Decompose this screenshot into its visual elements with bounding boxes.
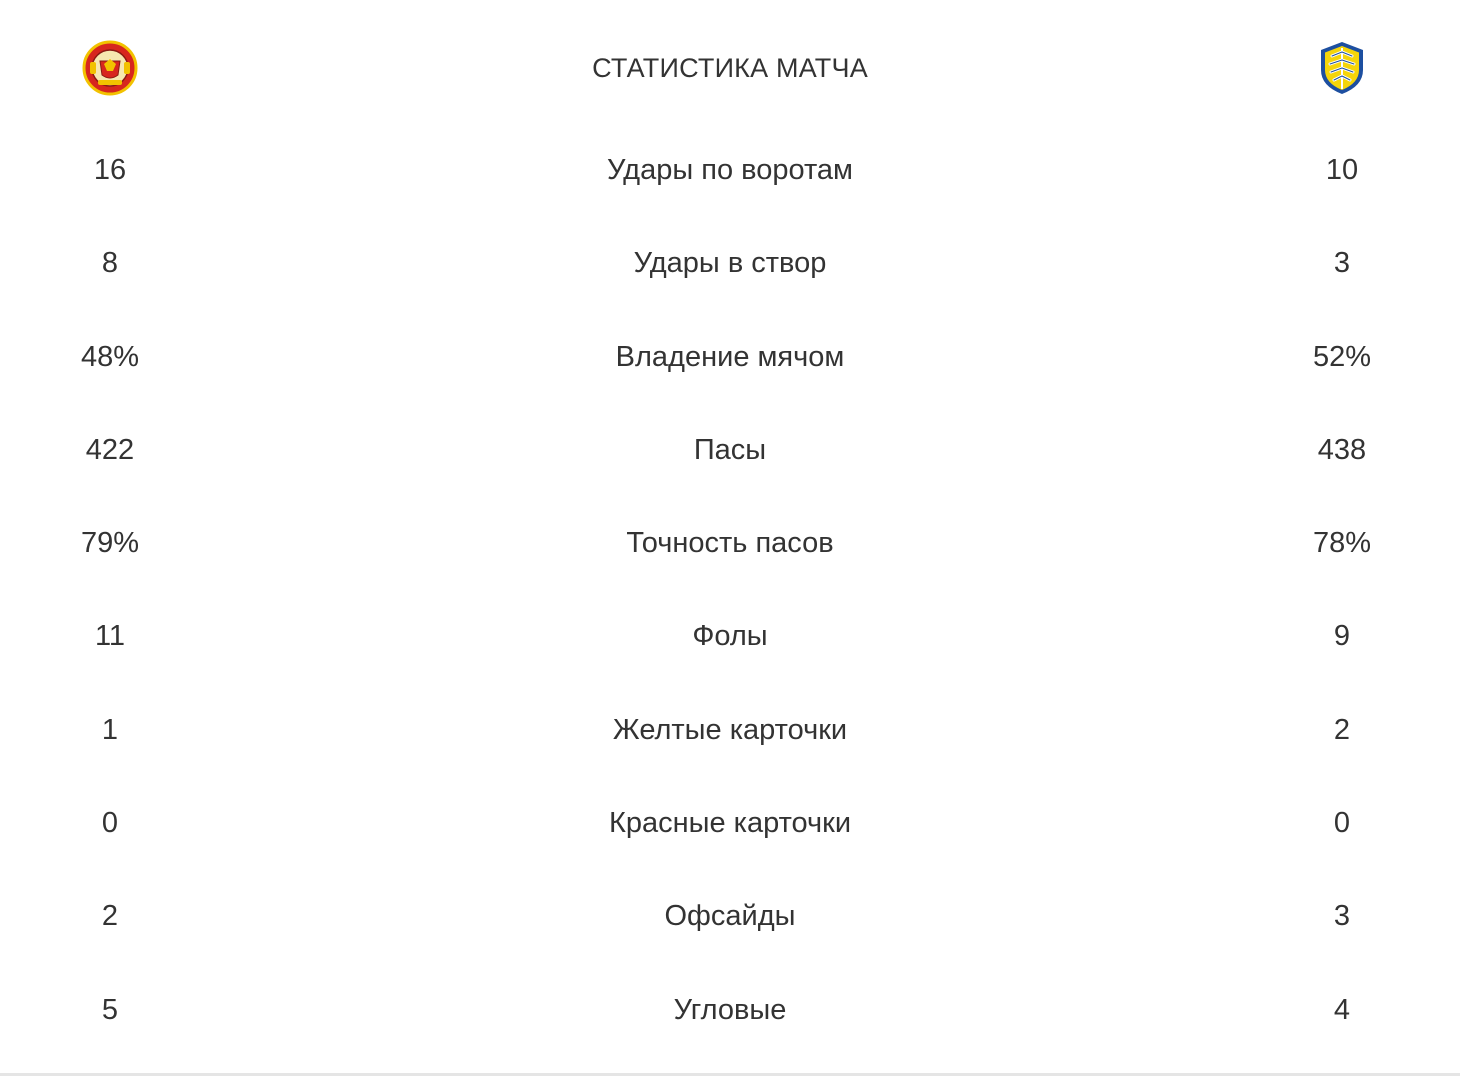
stat-row xyxy=(0,311,1460,404)
stat-label: Угловые xyxy=(673,993,787,1026)
home-stat-value: 11 xyxy=(94,620,126,653)
stat-row xyxy=(0,124,1460,217)
stat-label: Офсайды xyxy=(664,900,796,933)
away-stat-value: 4 xyxy=(1333,993,1351,1026)
home-stat-value: 79% xyxy=(80,527,140,560)
away-stat-value: 3 xyxy=(1333,900,1351,933)
home-stat-value: 2 xyxy=(101,900,119,933)
stat-label: Желтые карточки xyxy=(612,713,848,746)
home-stat-value: 0 xyxy=(101,807,119,840)
manchester-united-crest-icon xyxy=(62,20,158,116)
stat-label: Красные карточки xyxy=(608,807,852,840)
stat-row xyxy=(0,870,1460,963)
stat-row xyxy=(0,590,1460,683)
stats-table xyxy=(0,124,1460,1057)
stat-label: Удары по воротам xyxy=(607,154,853,186)
home-stat-value: 422 xyxy=(85,433,135,466)
away-stat-value: 3 xyxy=(1333,247,1351,280)
match-stats-header xyxy=(0,20,1460,116)
stat-row xyxy=(0,404,1460,497)
stat-label: Фолы xyxy=(692,620,768,653)
stat-row xyxy=(0,497,1460,590)
away-stat-value: 0 xyxy=(1333,807,1351,840)
away-stat-value: 438 xyxy=(1317,433,1367,466)
home-stat-value: 5 xyxy=(101,993,119,1026)
stat-row xyxy=(0,964,1460,1057)
stat-row xyxy=(0,684,1460,777)
away-stat-value: 2 xyxy=(1333,713,1351,746)
stat-label: Пасы xyxy=(693,433,767,466)
leeds-united-crest-icon xyxy=(1294,20,1390,116)
stat-label: Точность пасов xyxy=(626,527,834,560)
away-stat-value: 10 xyxy=(1325,154,1359,186)
away-stat-value: 78% xyxy=(1312,527,1372,560)
away-stat-value: 52% xyxy=(1312,340,1372,373)
home-stat-value: 16 xyxy=(93,154,127,186)
stat-row xyxy=(0,777,1460,870)
stat-label: Удары в створ xyxy=(633,247,827,280)
home-stat-value: 48% xyxy=(80,340,140,373)
away-stat-value: 9 xyxy=(1333,620,1351,653)
stat-row xyxy=(0,217,1460,310)
stat-label: Владение мячом xyxy=(615,340,845,373)
home-stat-value: 8 xyxy=(101,247,119,280)
home-stat-value: 1 xyxy=(101,713,119,746)
page-title: СТАТИСТИКА МАТЧА xyxy=(592,53,868,83)
